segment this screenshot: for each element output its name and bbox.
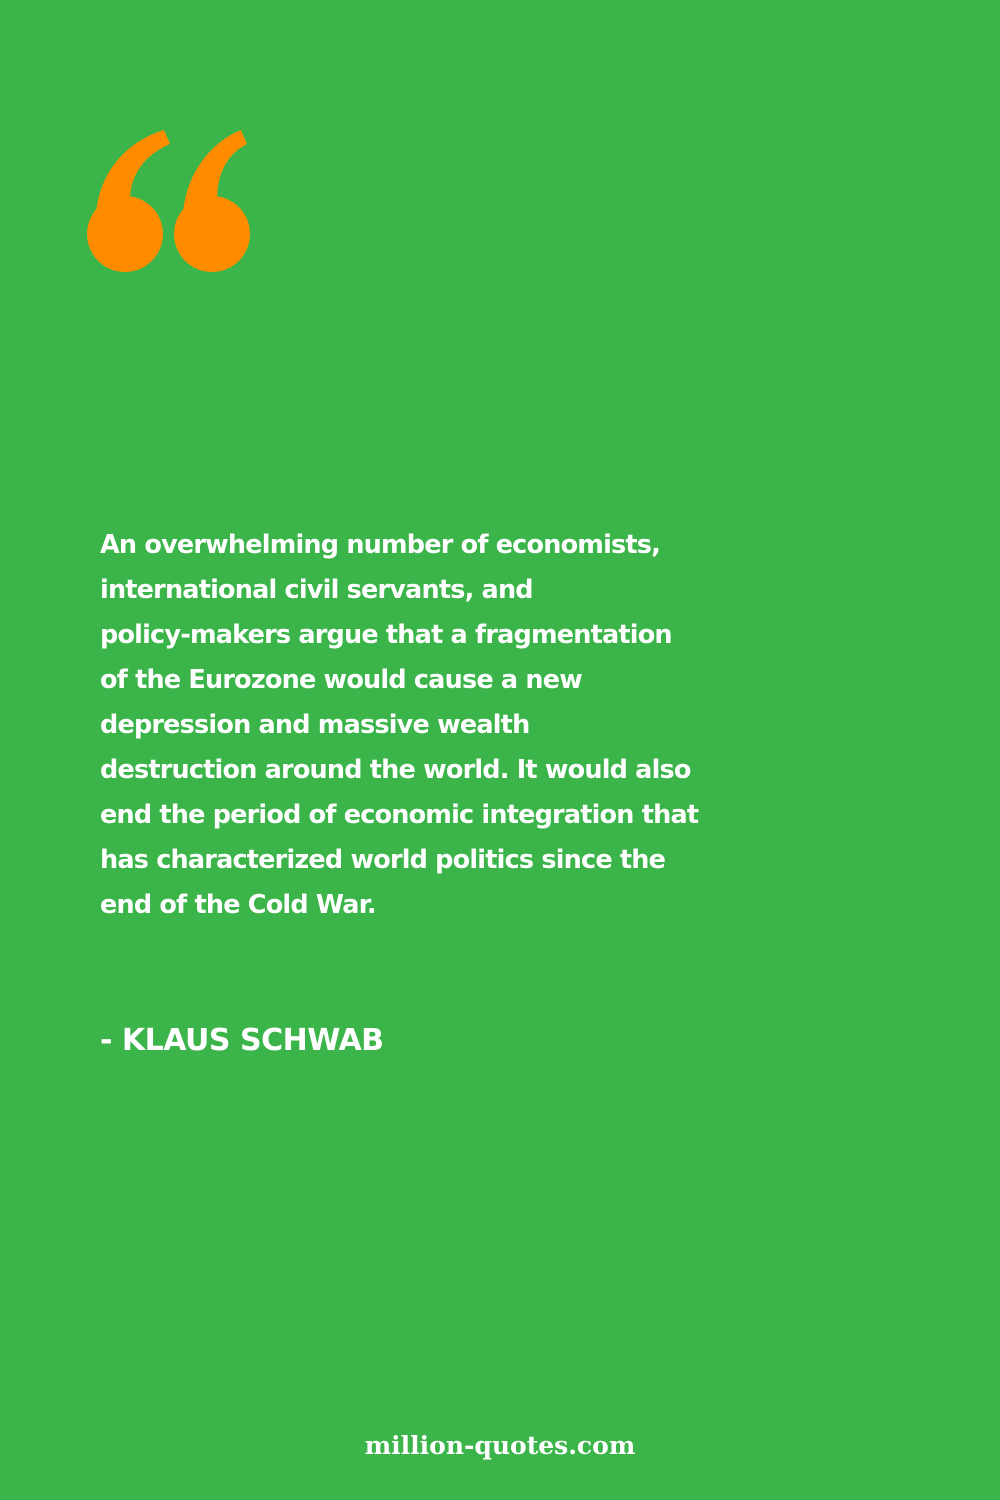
quote-author: - KLAUS SCHWAB — [100, 1023, 384, 1058]
quote-glyph-right — [174, 130, 250, 272]
footer-site-link[interactable]: million-quotes.com — [364, 1431, 636, 1460]
quote-line: end of the Cold War. — [100, 890, 376, 920]
quote-line: policy-makers argue that a fragmentation — [100, 620, 672, 650]
quote-line: of the Eurozone would cause a new — [100, 665, 582, 695]
quote-line: has characterized world politics since the — [100, 845, 666, 875]
opening-quote-icon — [84, 128, 254, 273]
quote-line: international civil servants, and — [100, 575, 533, 605]
quote-text — [100, 523, 840, 928]
quote-line: destruction around the world. It would also — [100, 755, 691, 785]
quote-glyph-left — [87, 130, 170, 272]
quote-line: end the period of economic integration that — [100, 800, 699, 830]
quote-line: An overwhelming number of economists, — [100, 530, 661, 560]
quote-line: depression and massive wealth — [100, 710, 530, 740]
